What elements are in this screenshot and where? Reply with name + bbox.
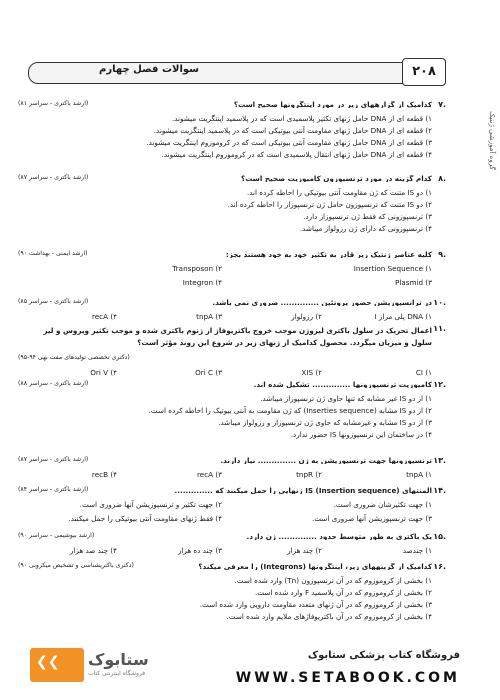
option: ۲) بخشی از کروموزوم که در آن پلاسمید F وارد شده است. xyxy=(255,588,432,597)
question-number: ۱۰. xyxy=(433,298,446,307)
question-number: ۸. xyxy=(438,174,446,183)
question-source: (ارشد باکتری - سراسر ۸۵) xyxy=(18,298,89,305)
question-source: (ارشد ایمنی - بهداشت ۹۰) xyxy=(18,250,88,257)
option: ۲) دو IS متنت که ترنسپوزون حامل ژن ترنسپوزاز را احاطه کرده اند. xyxy=(227,200,432,209)
option: ۴) ترنسپوزونی که دارای ژن رزولواز میباشد. xyxy=(299,224,432,233)
question-text: ترنسپوزونها جهت ترنسپوزیشن به ژن .............. نیاز دارند. xyxy=(220,457,432,465)
brand-subtitle: فروشگاه اینترنتی کتاب xyxy=(88,670,146,677)
option: ۴) چند صد هزار xyxy=(69,546,117,555)
question-source: (ارشد باکتری - سراسر ۸۷) xyxy=(18,456,89,463)
option: ۲) چند هزار xyxy=(287,546,322,555)
option: ۴) Integron xyxy=(182,278,222,287)
page-number: ۲۰۸ xyxy=(402,58,446,86)
side-label: گروه آموزشی ژنتیک xyxy=(488,110,496,170)
question-text: یک باکتری به طور متوسط حدود .............. ژن دارد. xyxy=(246,533,432,541)
header-bar xyxy=(28,62,410,84)
question-number: ۹. xyxy=(438,250,446,259)
question-text: کدام گزینه در مورد ترنسپوزون کامپوزیت صحیح است؟ xyxy=(241,175,432,183)
question-number: ۱۴. xyxy=(433,486,446,495)
brand-name: ستابوک xyxy=(88,650,149,669)
question-text: المنتهای IS (Insertion sequence) ژنهایی را حمل میکنند که .............. xyxy=(174,487,432,495)
shop-name: فروشگاه کتاب پزشکی ستابوک xyxy=(307,650,460,661)
option: ۳) tnpA xyxy=(196,312,222,321)
question-source: (ارشد باکتری - سراسر ۸۸) xyxy=(18,380,89,387)
option: ۳) از دو IS مشابه و غیرمشابه که حاوی ژن ترنسپوزاز و رزولواز میباشد. xyxy=(218,418,432,427)
question-text: کامپوزیت ترنسپوزونها .............. تشکیل شده اند. xyxy=(253,381,432,389)
option: ۳) چند ده هزار xyxy=(177,546,222,555)
question-source: (ارشد باکتری - سراسر ۸۷) xyxy=(18,174,89,181)
option: ۲) Transposon xyxy=(172,264,222,273)
option: ۴) در ساختمان این ترنسپوزونها IS حضور ندارد. xyxy=(290,430,432,439)
option: ۲) tnpR xyxy=(296,470,322,479)
page-footer xyxy=(0,636,500,700)
question-source: (دکتری تخصصی تولیدهای مفت بهی ۹۴-۹۵) xyxy=(18,354,130,361)
option: ۱) از دو IS غیر مشابه که تنها حاوی ژن ترنسپوزاز میباشد. xyxy=(260,394,432,403)
option: ۳) ترنسپوزونی که فقط ژن ترنسپوزاز دارد. xyxy=(303,212,432,221)
question-source: (ارشد بیوشیمی - سراسر ۹۰) xyxy=(18,532,95,539)
option: ۲) رزولواز xyxy=(291,312,322,321)
brand-logo xyxy=(30,648,84,682)
question-number: ۷. xyxy=(438,100,446,109)
question-text: کدامیک از گزارههای زیر در مورد اینتگرونها صحیح است؟ xyxy=(233,101,432,109)
question-source: (ارشد باکتری - سراسر ۸۱) xyxy=(18,100,89,107)
option: ۱) tnpA xyxy=(406,470,432,479)
option: ۲) از دو IS مشابه (Inserties sequence) که ژن مقاومت به آنتی بیوتیک را احاطه کرده است. xyxy=(148,406,432,415)
option: ۱) بخشی از کروموزوم که در آن ترنسپوزون (Tn) وارد شده است. xyxy=(234,576,432,585)
option: ۳) قطعه ای از DNA حامل ژنهای مقاومت آنتی بیوتیکی است که در کروموزوم اینتگریت میشوند. xyxy=(146,138,432,147)
option: ۱) قطعه ای از DNA حامل ژنهای تکثیر پلاسمیدی است که در پلاسمید اینتگریت میشوند. xyxy=(171,114,432,123)
question-text: کدامیک از گزینههای زیر، اینتگرونها (Integrons) را معرفی میکند؟ xyxy=(198,563,432,571)
option: ۳) بخشی از کروموزوم که در آن ژنهای متعدد مقاومت دارویی وارد شده است. xyxy=(199,600,432,609)
option: ۳) Ori C xyxy=(195,368,222,377)
question-number: ۱۶. xyxy=(433,562,446,571)
website-url: WWW.SETABOOK.COM xyxy=(235,670,460,686)
page-header xyxy=(28,62,446,84)
question-number: ۱۵. xyxy=(433,532,446,541)
question-text: کلیه عناصر ژنتیک زیر قادر به تکثیر خود به خود هستند بجز: xyxy=(225,251,432,259)
option: ۱) Insertion Sequence xyxy=(353,264,432,273)
option: ۱) DNA پلی مراز I xyxy=(374,312,432,321)
option: ۳) recA xyxy=(196,470,222,479)
option: ۱) جهت تکثیرشان ضروری است. xyxy=(333,500,432,509)
question-source: (دکتری باکتریشناسی و تشخیص میکروبی ۹۰) xyxy=(18,562,134,569)
option: ۴) بخشی از کروموزوم که در آن باکتریوفاژهای ملایم وارد شده است. xyxy=(226,612,432,621)
question-number: ۱۱. xyxy=(433,324,446,333)
brand-logo-icon: ❮❮ xyxy=(36,654,60,670)
option: ۴) قطعه ای از DNA حامل ژنهای انتقال پلاسمیدی است که در کروموزوم اینتگریت میشوند. xyxy=(161,150,432,159)
question-text: اعمال تحریک در سلول باکتری لیزوژن موجب خروج باکتریوفاژ از ژنوم باکتری شده و موجب تکثیر ویروس و لیز سلول و میزبان میگردد. محصول کدامیک از ژنهای زیر در شروع این روند مؤثر است؟ xyxy=(43,326,432,347)
option: ۱) دو IS متنت که ژن مقاومت آنتی بیوتیکی را احاطه کرده اند. xyxy=(246,188,432,197)
option: ۲) XIS xyxy=(301,368,322,377)
question-source: (ارشد باکتری - سراسر ۸۴) xyxy=(18,486,89,493)
option: ۴) Ori V xyxy=(90,368,117,377)
option: ۲) قطعه ای از DNA حامل ژنهای مقاومت آنتی بیوتیکی است که در پلاسمید اینتگریت میشوند. xyxy=(153,126,432,135)
option: ۴) فقط ژنهای مقاومت آنتی بیوتیکی را حمل میکنند. xyxy=(68,514,222,523)
option: ۲) جهت تکثیر و ترنسپوزیشن آنها ضروری است. xyxy=(79,500,222,509)
option: ۴) recB xyxy=(91,470,117,479)
question-number: ۱۳. xyxy=(433,456,446,465)
question-number: ۱۲. xyxy=(433,380,446,389)
option: ۳) جهت ترنسپوزیشن آنها ضروری است. xyxy=(311,514,432,523)
option: ۴) recA xyxy=(91,312,117,321)
chapter-title: سوالات فصل چهارم xyxy=(99,64,199,75)
option: ۱) CI xyxy=(415,368,432,377)
option: ۳) Plasmid xyxy=(394,278,432,287)
option: ۱) چندصد xyxy=(402,546,432,555)
question-text: در ترانسپوزیشن حضور پروتئین .............. ضروری نمی باشد. xyxy=(212,299,432,307)
